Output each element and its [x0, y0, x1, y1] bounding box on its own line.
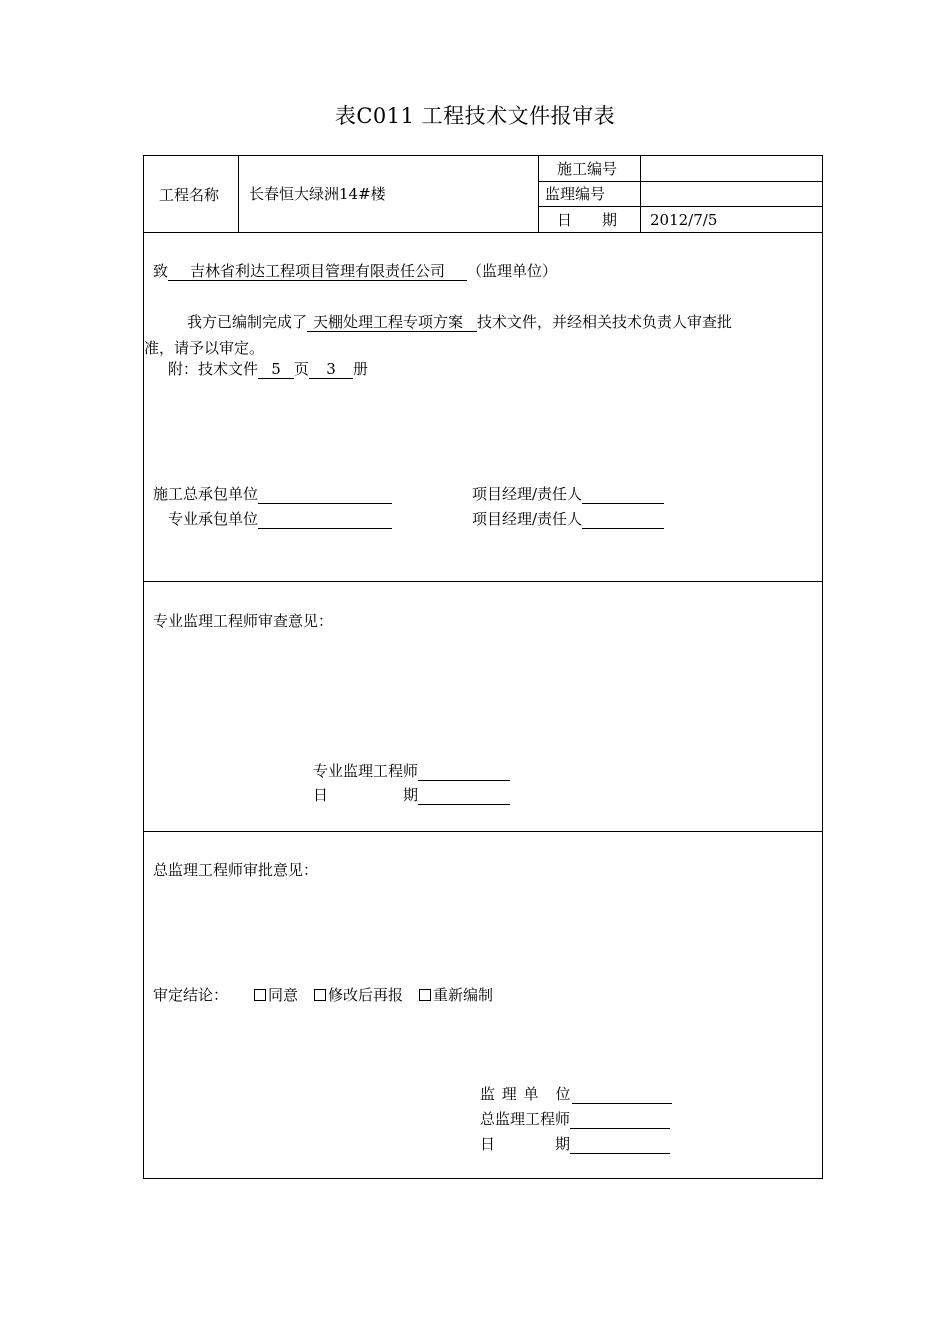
option-approve-label: 同意	[268, 986, 299, 1004]
chief-engineer-field	[570, 1110, 670, 1129]
header-divider	[538, 181, 822, 182]
pm-field-2	[582, 510, 664, 529]
conclusion-line	[153, 985, 509, 1005]
conclusion-label: 审定结论：	[153, 986, 229, 1004]
supervision-no-label: 监理编号	[545, 185, 606, 203]
checkbox-icon[interactable]	[314, 989, 326, 1001]
chief-unit-label: 监 理 单 位	[480, 1085, 572, 1103]
specialist-engineer-label: 专业监理工程师	[313, 762, 419, 780]
pages-field	[258, 360, 294, 379]
specialist-engineer-field	[418, 762, 510, 781]
chief-review-heading: 总监理工程师审批意见：	[153, 861, 319, 879]
attachment-line	[168, 359, 368, 379]
pm-label-1: 项目经理/责任人	[472, 485, 583, 503]
option-approve[interactable]	[254, 986, 298, 1004]
addressee-suffix: （监理单位）	[467, 262, 558, 280]
option-recompile[interactable]	[419, 986, 493, 1004]
chief-date-line	[480, 1134, 670, 1154]
specialty-contractor-line	[168, 509, 392, 529]
pm-line-2	[472, 509, 664, 529]
supervision-unit-field	[168, 262, 467, 281]
supervision-unit-name: 吉林省利达工程项目管理有限责任公司	[190, 262, 446, 280]
addressee-line	[153, 261, 557, 281]
checkbox-icon[interactable]	[254, 989, 266, 1001]
header-divider	[538, 206, 822, 207]
header-divider	[538, 156, 539, 232]
section-divider	[144, 232, 822, 233]
copies-field	[309, 360, 353, 379]
chief-unit-field	[572, 1085, 672, 1104]
document-title: 表C011 工程技术文件报审表	[334, 104, 616, 128]
project-name-value: 长春恒大绿洲14#楼	[249, 185, 386, 203]
attachment-prefix: 附：技术文件	[168, 360, 259, 378]
statement-prefix: 我方已编制完成了	[187, 313, 308, 331]
general-contractor-field	[258, 485, 392, 504]
copies-unit: 册	[353, 360, 369, 378]
chief-engineer-line	[480, 1109, 670, 1129]
date-label: 日 期	[557, 211, 618, 229]
specialty-contractor-field	[258, 510, 392, 529]
date-value: 2012/7/5	[650, 211, 718, 229]
specialty-contractor-label: 专业承包单位	[168, 510, 259, 528]
header-divider	[640, 156, 641, 232]
specialist-date-field	[418, 786, 510, 805]
copies-value: 3	[326, 360, 336, 378]
specialist-date-line	[313, 785, 510, 805]
option-revise-label: 修改后再报	[328, 986, 404, 1004]
pm-line-1	[472, 484, 664, 504]
specialist-engineer-line	[313, 761, 510, 781]
statement-line-1	[187, 312, 732, 332]
general-contractor-label: 施工总承包单位	[153, 485, 259, 503]
pm-label-2: 项目经理/责任人	[472, 510, 583, 528]
addressee-prefix: 致	[153, 262, 169, 280]
document-name: 天棚处理工程专项方案	[313, 313, 464, 331]
approval-form	[143, 155, 823, 1179]
specialist-review-heading: 专业监理工程师审查意见：	[153, 612, 334, 630]
option-recompile-label: 重新编制	[433, 986, 494, 1004]
pages-value: 5	[271, 360, 281, 378]
option-revise-resubmit[interactable]	[314, 986, 403, 1004]
statement-suffix: 技术文件，并经相关技术负责人审查批	[477, 313, 733, 331]
construction-no-label: 施工编号	[557, 160, 618, 178]
general-contractor-line	[153, 484, 392, 504]
checkbox-icon[interactable]	[419, 989, 431, 1001]
document-name-field	[307, 313, 477, 332]
chief-date-label: 日 期	[480, 1135, 571, 1153]
header-divider	[238, 156, 239, 232]
chief-unit-line	[480, 1084, 672, 1104]
chief-engineer-label: 总监理工程师	[480, 1110, 571, 1128]
project-name-label: 工程名称	[159, 186, 220, 204]
section-divider	[144, 831, 822, 832]
statement-line-2: 准，请予以审定。	[144, 339, 265, 357]
chief-date-field	[570, 1135, 670, 1154]
pm-field-1	[582, 485, 664, 504]
section-divider	[144, 581, 822, 582]
pages-unit: 页	[294, 360, 310, 378]
specialist-date-label: 日 期	[313, 786, 419, 804]
